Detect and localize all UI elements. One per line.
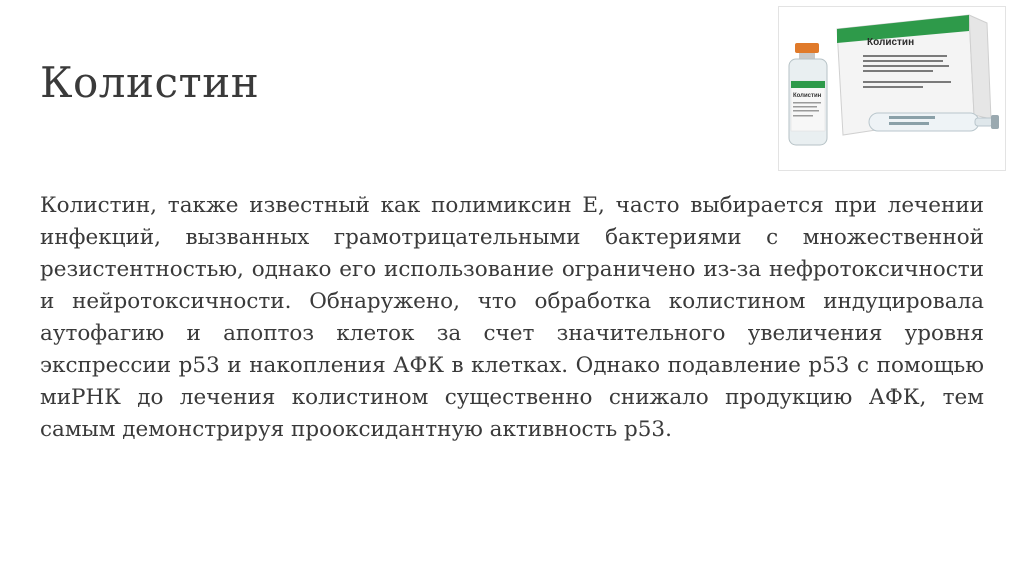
product-photo (778, 6, 1006, 171)
colistin-package-image (779, 7, 1005, 170)
vial-icon (789, 43, 827, 145)
slide-title: Колистин (40, 58, 260, 107)
vial-label-text: Колистин (793, 93, 822, 99)
body-paragraph: Колистин, также известный как полимиксин Е, часто выбирается при лечении инфекций, вызванных грамотрицательными бактериями с множественной резистентностью, однако его использование ограничено из-за нефротоксичности и нейротоксичности. Обнаружено, что обработка колистином индуцировала аутофагию и апоптоз клеток за счет значительного увеличения уровня экспрессии p53 и накопления АФК в клетках. Однако подавление p53 с помощью миРНК до лечения колистином существенно снижало продукцию АФК, тем самым демонстрируя прооксидантную активность p53. (40, 193, 984, 442)
box-brand-text: Колистин (867, 37, 915, 48)
